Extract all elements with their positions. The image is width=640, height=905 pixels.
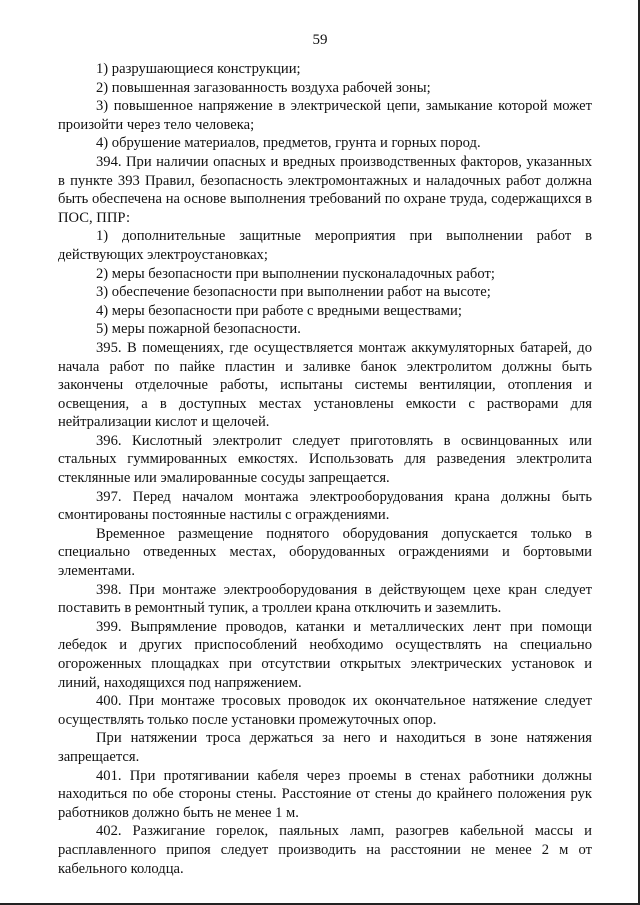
paragraph: 394. При наличии опасных и вредных производственных факторов, указанных в пункте 393 Правил, безопасность электромонтажных и наладочных работ должна быть обеспечена на основе выполнения требований по охране труда, содержащихся в ПОС, ППР:	[58, 153, 592, 226]
paragraph: 5) меры пожарной безопасности.	[96, 321, 301, 338]
paragraph: 2) меры безопасности при выполнении пусконаладочных работ;	[96, 265, 495, 282]
paragraph: 402. Разжигание горелок, паяльных ламп, разогрев кабельной массы и расплавленного припоя следует производить на расстоянии не менее 2 м от кабельного колодца.	[58, 823, 592, 877]
paragraph: 1) разрушающиеся конструкции;	[96, 61, 301, 77]
paragraph: 4) обрушение материалов, предметов, грунта и горных пород.	[96, 135, 481, 152]
paragraph: 401. При протягивании кабеля через проемы в стенах работники должны находиться по обе стороны стены. Расстояние от стены до крайнего положения рук работников должно быть не менее 1 м.	[58, 767, 592, 821]
paragraph: 395. В помещениях, где осуществляется монтаж аккумуляторных батарей, до начала работ по пайке пластин и заливке банок электролитом должны быть закончены отделочные работы, испытаны системы вентиляции, отопления и освещения, а в доступных местах установлены емкости с растворами для нейтрализации кислот и щелочей.	[58, 339, 592, 431]
document-body	[58, 60, 592, 878]
paragraph: Временное размещение поднятого оборудования допускается только в специально отведенных местах, оборудованных ограждениями и бортовыми элементами.	[58, 525, 592, 580]
page-number: 59	[312, 32, 328, 48]
paragraph: 397. Перед началом монтажа электрооборудования крана должны быть смонтированы постоянные настилы с ограждениями.	[58, 488, 592, 524]
paragraph: 400. При монтаже тросовых проводок их окончательное натяжение следует осуществлять только после установки промежуточных опор.	[58, 693, 592, 728]
paragraph: 2) повышенная загазованность воздуха рабочей зоны;	[96, 79, 431, 96]
paragraph: 399. Выпрямление проводов, катанки и металлических лент при помощи лебедок и других приспособлений необходимо осуществлять на специально огороженных площадках при отсутствии открытых электрических установок и линий, находящихся под напряжением.	[58, 618, 592, 691]
paragraph: При натяжении троса держаться за него и находиться в зоне натяжения запрещается.	[58, 730, 592, 765]
paragraph: 396. Кислотный электролит следует приготовлять в освинцованных или стальных гуммированных емкостях. Использовать для разведения электролита стеклянные или эмалированные сосуды запрещается.	[58, 432, 592, 487]
paragraph: 3) повышенное напряжение в электрической цепи, замыкание которой может произойти через тело человека;	[58, 98, 592, 133]
paragraph: 3) обеспечение безопасности при выполнении работ на высоте;	[96, 284, 491, 301]
paragraph: 1) дополнительные защитные мероприятия при выполнении работ в действующих электроустановках;	[58, 228, 592, 263]
paragraph: 398. При монтаже электрооборудования в действующем цехе кран следует поставить в ремонтный тупик, а троллеи крана отключить и заземлить.	[58, 581, 592, 617]
paragraph: 4) меры безопасности при работе с вредными веществами;	[96, 302, 462, 319]
